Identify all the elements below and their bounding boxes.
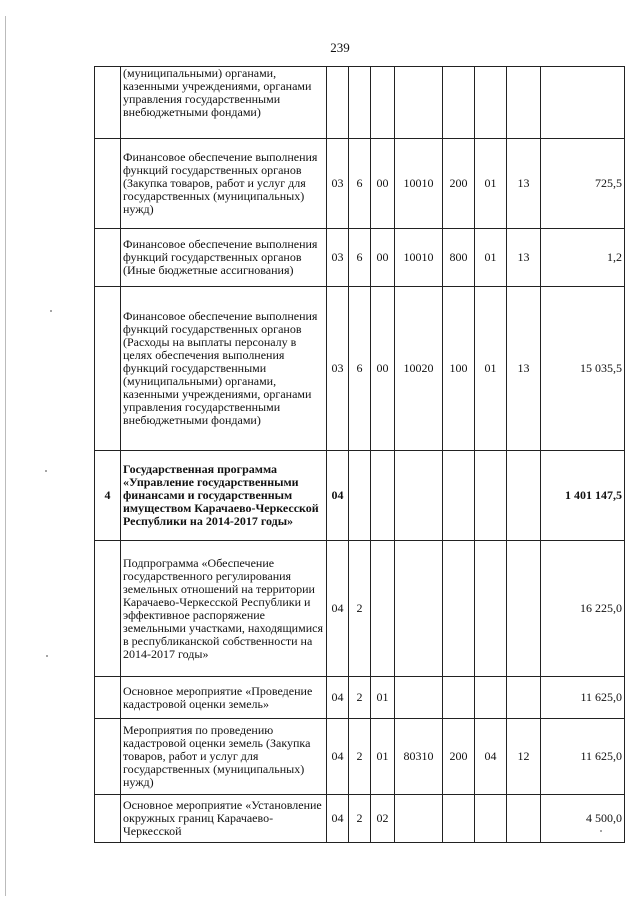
code-cell-3: 00 xyxy=(371,229,395,287)
amount-cell: 11 625,0 xyxy=(541,719,625,795)
code-cell-1: 04 xyxy=(327,719,349,795)
description-cell: Основное мероприятие «Проведение кадастровой оценки земель» xyxy=(121,677,327,719)
code-cell-5: 800 xyxy=(443,229,475,287)
scan-speck xyxy=(45,470,47,472)
page-number: 239 xyxy=(330,40,350,55)
row-number-cell xyxy=(95,139,121,229)
description-cell: Мероприятия по проведению кадастровой оценки земель (Закупка товаров, работ и услуг для государственных (муниципальных) нужд) xyxy=(121,719,327,795)
code-cell-5: 200 xyxy=(443,139,475,229)
code-cell-4 xyxy=(395,541,443,677)
code-cell-2: 2 xyxy=(349,541,371,677)
code-cell-7: 13 xyxy=(507,229,541,287)
code-cell-3: 02 xyxy=(371,795,395,843)
code-cell-7 xyxy=(507,451,541,541)
code-cell-6: 01 xyxy=(475,229,507,287)
description-cell: Финансовое обеспечение выполнения функций государственных органов (Расходы на выплаты персоналу в целях обеспечения выполнения функций государственными (муниципальными) органами, казенными учреждениями, органами управления государственными внебюджетными фондами) xyxy=(121,287,327,451)
code-cell-6 xyxy=(475,795,507,843)
code-cell-5 xyxy=(443,795,475,843)
code-cell-7: 12 xyxy=(507,719,541,795)
code-cell-4 xyxy=(395,451,443,541)
code-cell-4 xyxy=(395,677,443,719)
description-cell: Основное мероприятие «Установление окружных границ Карачаево-Черкесской xyxy=(121,795,327,843)
table-row xyxy=(95,139,625,229)
code-cell-2 xyxy=(349,451,371,541)
code-cell-7: 13 xyxy=(507,287,541,451)
code-cell-5: 200 xyxy=(443,719,475,795)
code-cell-7 xyxy=(507,795,541,843)
code-cell-4: 10020 xyxy=(395,287,443,451)
code-cell-2: 6 xyxy=(349,229,371,287)
code-cell-3: 01 xyxy=(371,719,395,795)
code-cell-3: 01 xyxy=(371,677,395,719)
code-cell-2: 2 xyxy=(349,795,371,843)
code-cell-4: 10010 xyxy=(395,139,443,229)
table-body xyxy=(95,67,625,843)
code-cell-1: 04 xyxy=(327,541,349,677)
description-cell: Финансовое обеспечение выполнения функций государственных органов (Закупка товаров, работ и услуг для государственных (муниципальных) нужд) xyxy=(121,139,327,229)
code-cell-7 xyxy=(507,677,541,719)
code-cell-7: 13 xyxy=(507,139,541,229)
code-cell-2: 2 xyxy=(349,719,371,795)
table-row xyxy=(95,451,625,541)
table-row xyxy=(95,229,625,287)
code-cell-3: 00 xyxy=(371,139,395,229)
code-cell-2 xyxy=(349,67,371,139)
code-cell-3: 00 xyxy=(371,287,395,451)
code-cell-4 xyxy=(395,67,443,139)
row-number-cell xyxy=(95,287,121,451)
row-number-cell: 4 xyxy=(95,451,121,541)
code-cell-4: 80310 xyxy=(395,719,443,795)
code-cell-6 xyxy=(475,541,507,677)
table-row xyxy=(95,541,625,677)
amount-cell: 4 500,0 xyxy=(541,795,625,843)
code-cell-5 xyxy=(443,67,475,139)
row-number-cell xyxy=(95,541,121,677)
code-cell-4 xyxy=(395,795,443,843)
code-cell-1 xyxy=(327,67,349,139)
budget-table xyxy=(94,66,625,843)
amount-cell: 1 401 147,5 xyxy=(541,451,625,541)
code-cell-2: 2 xyxy=(349,677,371,719)
code-cell-4: 10010 xyxy=(395,229,443,287)
code-cell-3 xyxy=(371,67,395,139)
code-cell-6 xyxy=(475,451,507,541)
code-cell-5 xyxy=(443,541,475,677)
code-cell-7 xyxy=(507,67,541,139)
description-cell: Государственная программа «Управление государственными финансами и государственным имуществом Карачаево-Черкесской Республики на 2014-2017 годы» xyxy=(121,451,327,541)
row-number-cell xyxy=(95,67,121,139)
amount-cell: 725,5 xyxy=(541,139,625,229)
description-cell: Подпрограмма «Обеспечение государственного регулирования земельных отношений на территории Карачаево-Черкесской Республики и эффективное распоряжение земельными участками, находящимися в республиканской собственности на 2014-2017 годы» xyxy=(121,541,327,677)
table-row xyxy=(95,795,625,843)
code-cell-1: 03 xyxy=(327,139,349,229)
scan-speck xyxy=(46,655,48,657)
scan-edge-line xyxy=(5,16,6,896)
amount-cell xyxy=(541,67,625,139)
code-cell-6: 01 xyxy=(475,139,507,229)
code-cell-5 xyxy=(443,451,475,541)
amount-cell: 1,2 xyxy=(541,229,625,287)
code-cell-3 xyxy=(371,541,395,677)
table-row xyxy=(95,287,625,451)
table-row xyxy=(95,67,625,139)
description-cell: Финансовое обеспечение выполнения функций государственных органов (Иные бюджетные ассигнования) xyxy=(121,229,327,287)
row-number-cell xyxy=(95,229,121,287)
code-cell-1: 03 xyxy=(327,229,349,287)
code-cell-1: 04 xyxy=(327,451,349,541)
scan-speck xyxy=(50,310,52,312)
table-row xyxy=(95,719,625,795)
code-cell-1: 03 xyxy=(327,287,349,451)
code-cell-1: 04 xyxy=(327,677,349,719)
amount-cell: 16 225,0 xyxy=(541,541,625,677)
code-cell-1: 04 xyxy=(327,795,349,843)
code-cell-2: 6 xyxy=(349,139,371,229)
scan-speck xyxy=(600,830,602,832)
code-cell-6 xyxy=(475,677,507,719)
code-cell-6: 01 xyxy=(475,287,507,451)
row-number-cell xyxy=(95,719,121,795)
code-cell-7 xyxy=(507,541,541,677)
table-row xyxy=(95,677,625,719)
code-cell-2: 6 xyxy=(349,287,371,451)
amount-cell: 11 625,0 xyxy=(541,677,625,719)
amount-cell: 15 035,5 xyxy=(541,287,625,451)
row-number-cell xyxy=(95,795,121,843)
code-cell-3 xyxy=(371,451,395,541)
description-cell: (муниципальными) органами, казенными учреждениями, органами управления государственными внебюджетными фондами) xyxy=(121,67,327,139)
code-cell-5 xyxy=(443,677,475,719)
code-cell-6 xyxy=(475,67,507,139)
code-cell-5: 100 xyxy=(443,287,475,451)
code-cell-6: 04 xyxy=(475,719,507,795)
row-number-cell xyxy=(95,677,121,719)
